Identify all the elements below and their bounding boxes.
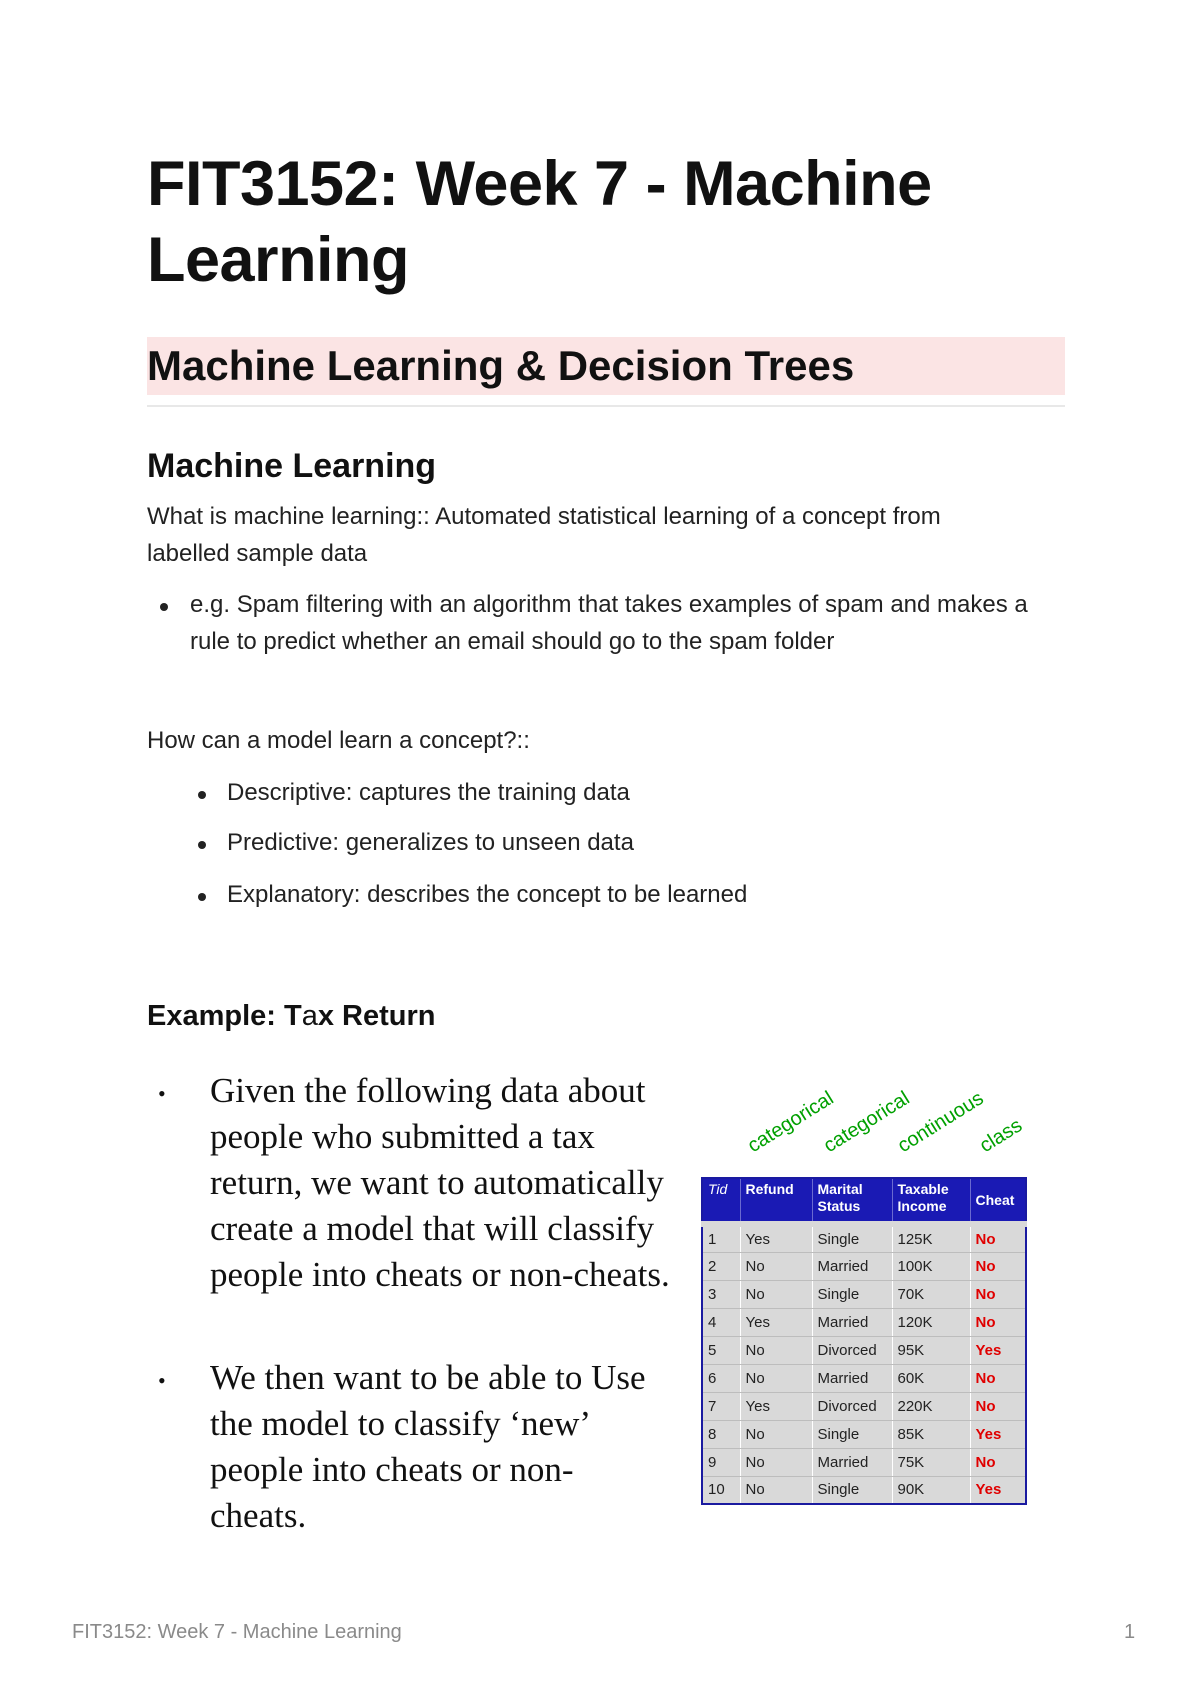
table-cell: 220K	[892, 1392, 970, 1420]
table-cell: 90K	[892, 1476, 970, 1504]
table-cell: Yes	[970, 1476, 1026, 1504]
table-cell: No	[740, 1336, 812, 1364]
table-cell: Divorced	[812, 1336, 892, 1364]
table-cell: Married	[812, 1252, 892, 1280]
table-cell: 6	[702, 1364, 740, 1392]
table-cell: 70K	[892, 1280, 970, 1308]
table-cell: 120K	[892, 1308, 970, 1336]
table-cell: Yes	[740, 1308, 812, 1336]
column-header: Cheat	[970, 1178, 1026, 1224]
table-cell: Yes	[740, 1392, 812, 1420]
table-cell: 3	[702, 1280, 740, 1308]
table-cell: No	[740, 1364, 812, 1392]
table-cell: 2	[702, 1252, 740, 1280]
column-header: Refund	[740, 1178, 812, 1224]
column-tag: continuous	[893, 1087, 988, 1158]
heading-divider	[147, 405, 1065, 407]
table-cell: No	[740, 1280, 812, 1308]
column-header: Taxable Income	[892, 1178, 970, 1224]
table-row	[702, 1476, 1026, 1504]
table-cell: 8	[702, 1420, 740, 1448]
table-row	[702, 1280, 1026, 1308]
table-cell: 4	[702, 1308, 740, 1336]
table-cell: 1	[702, 1224, 740, 1252]
table-cell: 5	[702, 1336, 740, 1364]
table-cell: Single	[812, 1280, 892, 1308]
table-row	[702, 1392, 1026, 1420]
footer-title: FIT3152: Week 7 - Machine Learning	[72, 1621, 402, 1643]
table-cell: No	[970, 1308, 1026, 1336]
table-cell: Married	[812, 1364, 892, 1392]
table-cell: No	[740, 1448, 812, 1476]
table-cell: No	[970, 1224, 1026, 1252]
table-cell: 7	[702, 1392, 740, 1420]
subsection-heading: Machine Learning	[147, 447, 437, 485]
page-number: 1	[1124, 1621, 1136, 1643]
column-tag: class	[975, 1114, 1027, 1158]
table-cell: No	[740, 1252, 812, 1280]
table-cell: No	[970, 1252, 1026, 1280]
table-row	[702, 1420, 1026, 1448]
table-row	[702, 1336, 1026, 1364]
table-cell: Single	[812, 1476, 892, 1504]
table-cell: 9	[702, 1448, 740, 1476]
learn-type-item: Descriptive: captures the training data	[227, 779, 630, 806]
table-row	[702, 1308, 1026, 1336]
table-cell: 125K	[892, 1224, 970, 1252]
table-row	[702, 1364, 1026, 1392]
column-tag: categorical	[743, 1087, 838, 1158]
column-tag: categorical	[819, 1087, 914, 1158]
table-cell: No	[970, 1448, 1026, 1476]
table-row	[702, 1224, 1026, 1252]
table-cell: Single	[812, 1420, 892, 1448]
table-cell: 100K	[892, 1252, 970, 1280]
slide-bullet-text: Given the following data about people who submitted a tax return, we want to automatically create a model that will classify people into cheats or non-cheats.	[210, 1071, 670, 1294]
page-title: FIT3152: Week 7 - Machine Learning	[147, 149, 932, 295]
column-header: Tid	[702, 1178, 740, 1224]
table-cell: No	[970, 1392, 1026, 1420]
table-cell: No	[970, 1364, 1026, 1392]
tax-return-table	[701, 1177, 1027, 1505]
bullet-dot	[198, 841, 206, 849]
table-cell: No	[740, 1476, 812, 1504]
table-cell: Yes	[970, 1420, 1026, 1448]
slide-bullet-glyph: •	[158, 1368, 166, 1393]
table-cell: Married	[812, 1308, 892, 1336]
bullet-dot	[198, 893, 206, 901]
table-cell: 60K	[892, 1364, 970, 1392]
table-cell: 75K	[892, 1448, 970, 1476]
bullet-dot	[160, 603, 168, 611]
table-cell: 85K	[892, 1420, 970, 1448]
table-cell: No	[740, 1420, 812, 1448]
table-cell: 10	[702, 1476, 740, 1504]
table-cell: No	[970, 1280, 1026, 1308]
example-heading: Example: Tax Return	[147, 1000, 436, 1032]
definition-text: What is machine learning:: Automated statistical learning of a concept from labelled sample data	[147, 503, 941, 567]
table-cell: Yes	[740, 1224, 812, 1252]
table-cell: Married	[812, 1448, 892, 1476]
table-row	[702, 1448, 1026, 1476]
learn-type-item: Predictive: generalizes to unseen data	[227, 829, 634, 856]
table-cell: Yes	[970, 1336, 1026, 1364]
table-header-row	[702, 1178, 1026, 1224]
bullet-dot	[198, 791, 206, 799]
slide-bullet-text: We then want to be able to Use the model to classify ‘new’ people into cheats or non-cheats.	[210, 1358, 646, 1535]
table-cell: 95K	[892, 1336, 970, 1364]
slide-bullet-glyph: •	[158, 1081, 166, 1106]
table-row	[702, 1252, 1026, 1280]
question-text: How can a model learn a concept?::	[147, 727, 530, 754]
section-heading: Machine Learning & Decision Trees	[147, 342, 855, 389]
example-bullet-text: e.g. Spam filtering with an algorithm that takes examples of spam and makes a rule to predict whether an email should go to the spam folder	[190, 591, 1028, 655]
learn-type-item: Explanatory: describes the concept to be learned	[227, 881, 748, 908]
table-cell: Single	[812, 1224, 892, 1252]
table-cell: Divorced	[812, 1392, 892, 1420]
column-header: Marital Status	[812, 1178, 892, 1224]
